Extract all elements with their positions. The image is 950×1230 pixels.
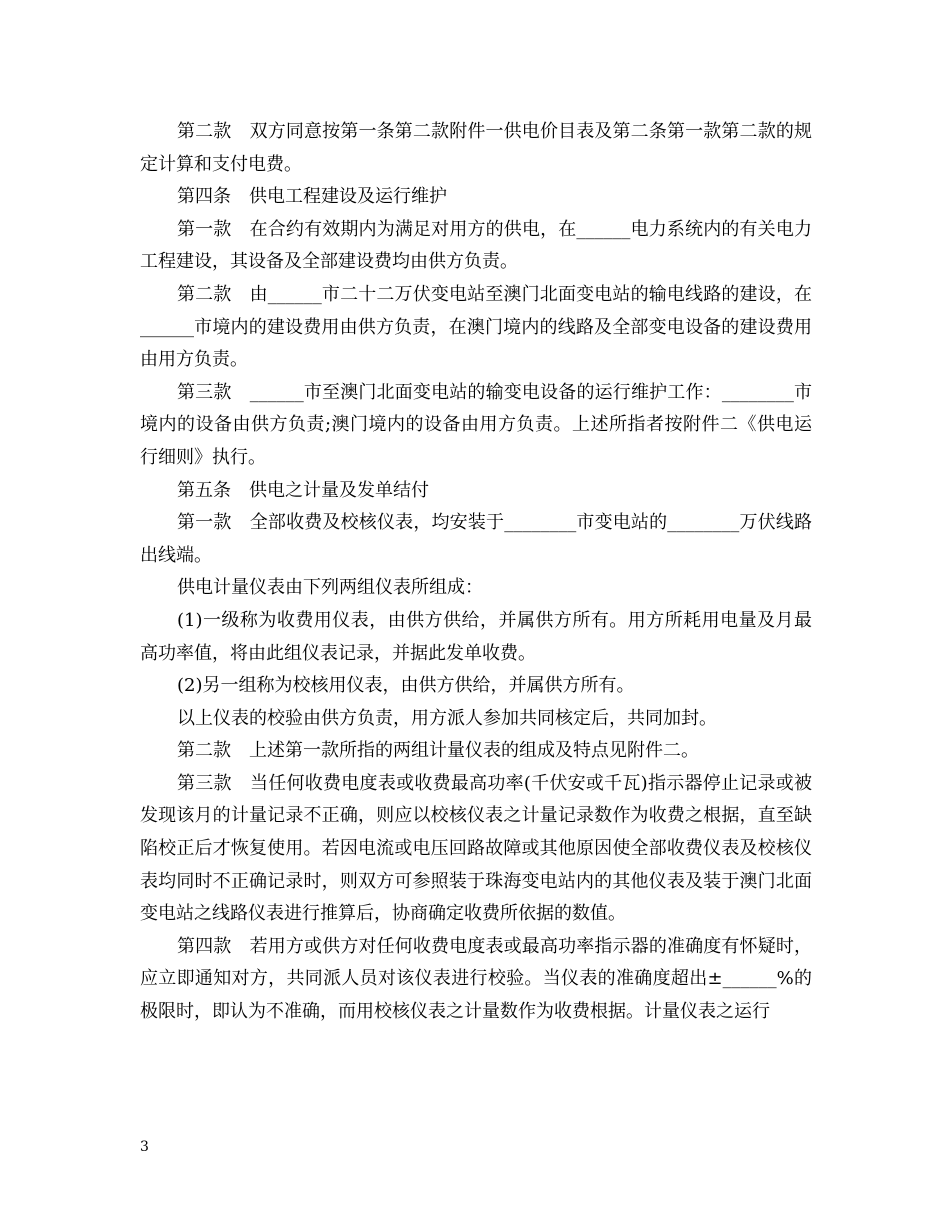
paragraph: 供电计量仪表由下列两组仪表所组成： [177, 577, 483, 599]
page-number: 3 [140, 1139, 149, 1155]
article-heading: 第四条 供电工程建设及运行维护 [177, 186, 447, 208]
paragraph: 第三款 ______市至澳门北面变电站的输变电设备的运行维护工作：________市境内的设备由供方负责;澳门境内的设备由用方负责。上述所指者按附件二《供电运行细则》执行。 [140, 381, 812, 468]
article-heading: 第五条 供电之计量及发单结付 [177, 479, 429, 501]
paragraph: 第二款 由______市二十二万伏变电站至澳门北面变电站的输电线路的建设，在______市境内的建设费用由供方负责，在澳门境内的线路及全部变电设备的建设费用由用方负责。 [140, 283, 812, 371]
paragraph: 第一款 在合约有效期内为满足对用方的供电，在______电力系统内的有关电力工程建设，其设备及全部建设费均由供方负责。 [140, 218, 812, 273]
paragraph: 第二款 上述第一款所指的两组计量仪表的组成及特点见附件二。 [177, 740, 699, 762]
document-body [140, 116, 812, 1029]
paragraph: (2)另一组称为校核用仪表，由供方供给，并属供方所有。 [177, 675, 635, 697]
paragraph: 第三款 当任何收费电度表或收费最高功率(千伏安或千瓦)指示器停止记录或被发现该月的计量记录不正确，则应以校核仪表之计量记录数作为收费之根据，直至缺陷校正后才恢复使用。若因电流或电压回路故障或其他原因使全部收费仪表及校核仪表均同时不正确记录时，则双方可参照装于珠海变电站内的其他仪表及装于澳门北面变电站之线路仪表进行推算后，协商确定收费所依据的数值。 [140, 772, 812, 925]
paragraph: (1)一级称为收费用仪表，由供方供给，并属供方所有。用方所耗用电量及月最高功率值，将由此组仪表记录，并据此发单收费。 [140, 609, 812, 664]
paragraph: 以上仪表的校验由供方负责，用方派人参加共同核定后，共同加封。 [177, 707, 717, 729]
paragraph: 第一款 全部收费及校核仪表，均安装于________市变电站的________万伏线路出线端。 [140, 512, 812, 566]
paragraph: 第四款 若用方或供方对任何收费电度表或最高功率指示器的准确度有怀疑时，应立即通知对方，共同派人员对该仪表进行校验。当仪表的准确度超出±______%的极限时，即认为不准确，而用校核仪表之计量数作为收费根据。计量仪表之运行 [140, 935, 812, 1023]
paragraph: 第二款 双方同意按第一条第二款附件一供电价目表及第二条第一款第二款的规定计算和支付电费。 [140, 121, 812, 175]
